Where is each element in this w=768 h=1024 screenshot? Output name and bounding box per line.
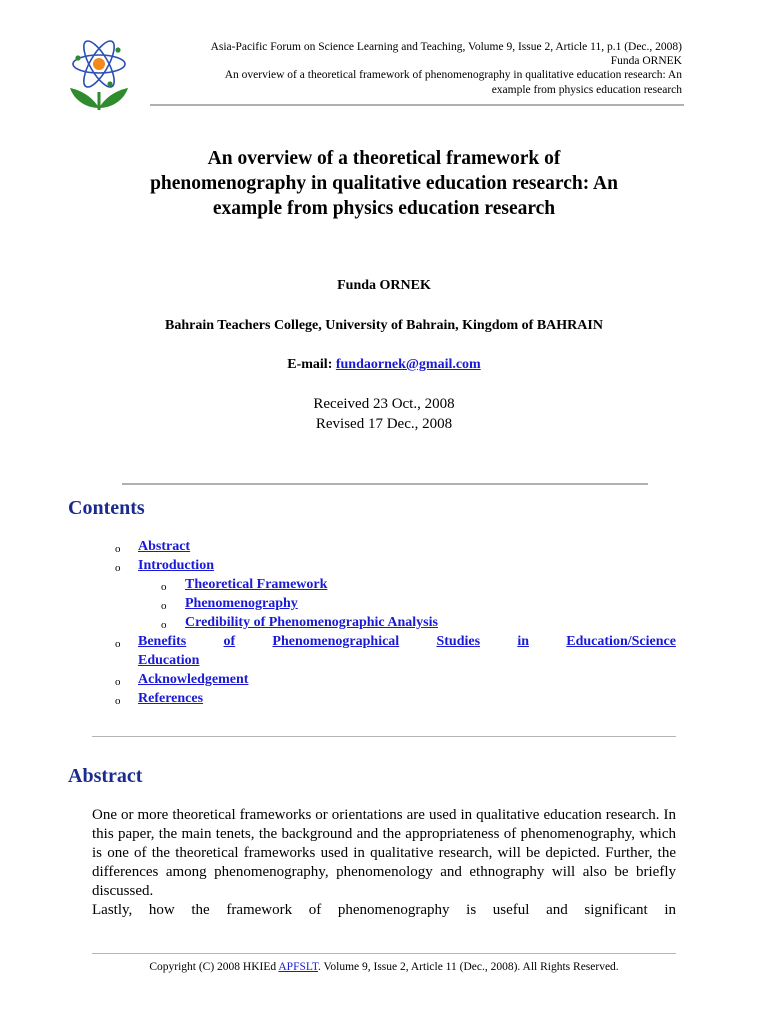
paper-title xyxy=(100,146,668,221)
toc-benefits-word: in xyxy=(517,634,529,649)
toc-link-introduction[interactable]: Introduction xyxy=(138,558,214,573)
title-divider xyxy=(122,483,648,485)
toc-link-benefits-line-2[interactable]: Education xyxy=(138,653,200,668)
toc-benefits-word: Education/Science xyxy=(566,634,676,649)
abstract-last-line: Lastly, how the framework of phenomenography is useful and significant in xyxy=(92,902,676,918)
toc-link-phenomenography[interactable]: Phenomenography xyxy=(185,596,298,611)
copyright-footer xyxy=(0,961,768,973)
header-journal-line: Asia-Pacific Forum on Science Learning and Teaching, Volume 9, Issue 2, Article 11, p.1 (Dec., 2008) xyxy=(210,41,682,53)
toc-benefits-word: Phenomenographical xyxy=(272,634,400,649)
apfslt-link[interactable]: APFSLT xyxy=(278,961,319,973)
paper-title-line-2: phenomenography in qualitative education research: An xyxy=(150,173,618,194)
footer-text-start: Copyright (C) 2008 HKIEd xyxy=(149,961,279,973)
email-link[interactable]: fundaornek@gmail.com xyxy=(335,357,481,372)
email-label: E-mail: xyxy=(287,357,336,372)
toc-bullet: o xyxy=(161,600,167,612)
toc-benefits-word: Benefits xyxy=(138,634,187,649)
toc-bullet: o xyxy=(115,676,121,688)
toc-benefits-word: Studies xyxy=(436,634,481,649)
toc-bullet: o xyxy=(161,581,167,593)
received-date: Received 23 Oct., 2008 xyxy=(313,396,455,412)
paper-affiliation: Bahrain Teachers College, University of Bahrain, Kingdom of BAHRAIN xyxy=(165,318,603,333)
toc-link-references[interactable]: References xyxy=(138,691,204,706)
toc-bullet: o xyxy=(115,562,121,574)
toc-link-acknowledgement[interactable]: Acknowledgement xyxy=(138,672,249,687)
paper-title-line-3: example from physics education research xyxy=(212,198,556,219)
toc-link-credibility[interactable]: Credibility of Phenomenographic Analysis xyxy=(185,615,438,630)
contents-heading: Contents xyxy=(68,497,145,519)
paper-author: Funda ORNEK xyxy=(337,278,431,293)
header-title-line-2: example from physics education research xyxy=(491,83,682,96)
toc-bullet: o xyxy=(115,638,121,650)
toc-link-theoretical-framework[interactable]: Theoretical Framework xyxy=(185,577,328,592)
paper-title-line-1: An overview of a theoretical framework of xyxy=(207,148,561,169)
footer-divider xyxy=(92,953,676,954)
contents-divider xyxy=(92,736,676,737)
paper-email-line xyxy=(0,357,768,373)
toc-bullet: o xyxy=(115,695,121,707)
abstract-body xyxy=(92,806,676,920)
toc-link-abstract[interactable]: Abstract xyxy=(138,539,191,554)
footer-text-end: . Volume 9, Issue 2, Article 11 (Dec., 2008). All Rights Reserved. xyxy=(318,961,619,973)
header-title-line-1: An overview of a theoretical framework of phenomenography in qualitative education research: An xyxy=(224,69,682,82)
toc-bullet: o xyxy=(161,619,167,631)
header-author: Funda ORNEK xyxy=(610,55,682,68)
abstract-heading: Abstract xyxy=(68,765,143,787)
toc-link-benefits[interactable] xyxy=(138,634,676,650)
toc-bullet: o xyxy=(115,543,121,555)
abstract-text: One or more theoretical frameworks or orientations are used in qualitative education research. In this paper, the main tenets, the background and the appropriateness of phenomenography, which is one of the theoretical frameworks used in qualitative research, will be depicted. Further, the differences among phenomenography, phenomenology and ethnography will also be briefly discussed. xyxy=(92,807,676,899)
toc-benefits-word: of xyxy=(223,634,236,649)
header-divider xyxy=(150,104,684,107)
running-header xyxy=(122,40,682,97)
revised-date: Revised 17 Dec., 2008 xyxy=(315,416,453,432)
